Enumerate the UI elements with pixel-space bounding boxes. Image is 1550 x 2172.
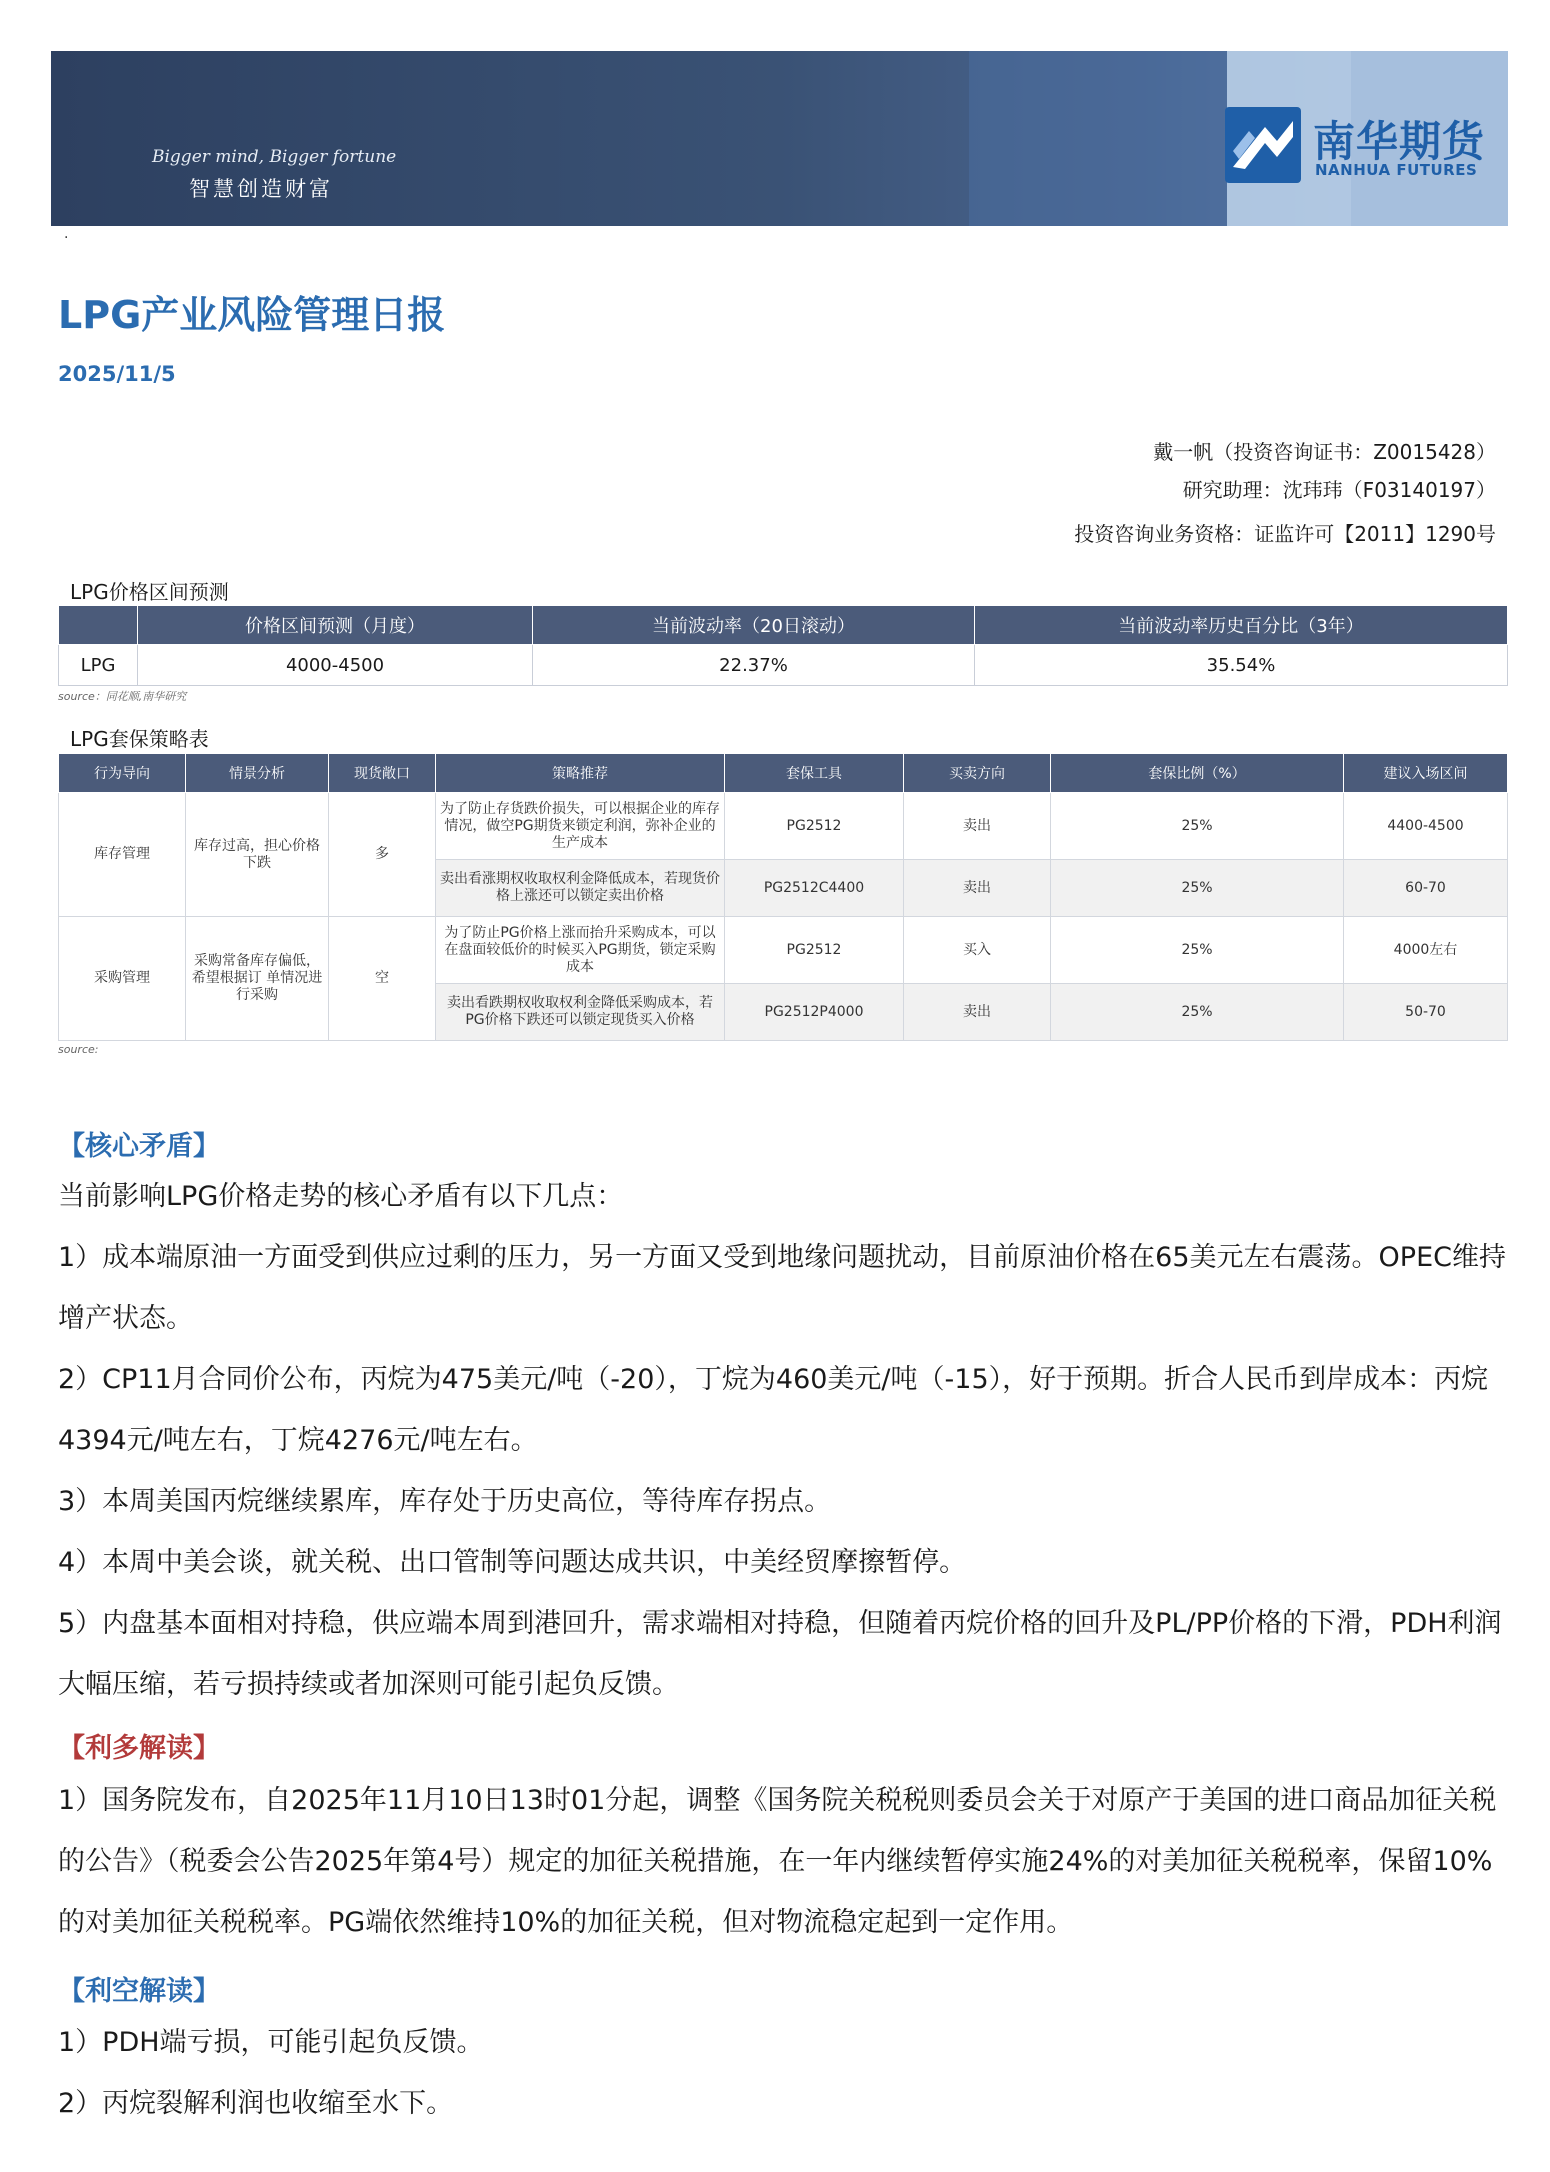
core-point: 3）本周美国丙烷继续累库，库存处于历史高位，等待库存拐点。 — [58, 1486, 832, 1517]
author-analyst: 戴一帆（投资咨询证书：Z0015428） — [1153, 440, 1496, 464]
table-header-row — [59, 754, 1508, 793]
hedge-table-source: source: — [58, 1043, 99, 1056]
strategy-cell: 卖出看跌期权收取权利金降低采购成本，若PG价格下跌还可以锁定现货买入价格 — [436, 984, 725, 1041]
table-header: 买卖方向 — [904, 754, 1051, 793]
table-cell: 35.54% — [975, 645, 1508, 686]
ratio-cell: 25% — [1051, 984, 1344, 1041]
exposure-cell: 空 — [329, 917, 436, 1041]
slogan-chinese: 智慧创造财富 — [189, 177, 333, 201]
table-header — [59, 606, 138, 645]
report-title: LPG产业风险管理日报 — [58, 293, 446, 337]
price-range-table — [58, 605, 1508, 686]
exposure-cell: 多 — [329, 793, 436, 917]
bullish-point: 1）国务院发布，自2025年11月10日13时01分起，调整《国务院关税税则委员会关于对原产于美国的进口商品加征关税的公告》（税委会公告2025年第4号）规定的加征关税措施，在一年内继续暂停实施24%的对美加征关税税率，保留10%的对美加征关税税率。PG端依然维持10%的加征关税，但对物流稳定起到一定作用。 — [58, 1785, 1497, 1938]
license-info: 投资咨询业务资格：证监许可【2011】1290号 — [1074, 522, 1496, 546]
slogan-english: Bigger mind, Bigger fortune — [152, 147, 397, 167]
table-row — [59, 917, 1508, 984]
range-cell: 60-70 — [1344, 860, 1508, 917]
range-cell: 50-70 — [1344, 984, 1508, 1041]
table-header-row — [59, 606, 1508, 645]
table-row — [59, 645, 1508, 686]
direction-cell: 买入 — [904, 917, 1051, 984]
logo-text-english: NANHUA FUTURES — [1315, 161, 1478, 179]
ratio-cell: 25% — [1051, 860, 1344, 917]
price-table-source: source：同花顺,南华研究 — [58, 690, 187, 703]
ratio-cell: 25% — [1051, 793, 1344, 860]
price-table-caption: LPG价格区间预测 — [70, 580, 229, 604]
core-point: 2）CP11月合同价公布，丙烷为475美元/吨（-20），丁烷为460美元/吨（-15），好于预期。折合人民币到岸成本：丙烷4394元/吨左右，丁烷4276元/吨左右。 — [58, 1364, 1489, 1456]
scenario-cell: 库存过高，担心价格下跌 — [186, 793, 329, 917]
report-date: 2025/11/5 — [58, 362, 176, 386]
tool-cell: PG2512 — [725, 793, 904, 860]
table-cell: 4000-4500 — [138, 645, 533, 686]
hedge-strategy-table — [58, 753, 1508, 1041]
direction-cell: 卖出 — [904, 793, 1051, 860]
direction-cell: 卖出 — [904, 860, 1051, 917]
core-point: 5）内盘基本面相对持稳，供应端本周到港回升，需求端相对持稳，但随着丙烷价格的回升及PL/PP价格的下滑，PDH利润大幅压缩，若亏损持续或者加深则可能引起负反馈。 — [58, 1608, 1502, 1700]
header-banner — [51, 51, 1508, 226]
table-header: 策略推荐 — [436, 754, 725, 793]
strategy-cell: 为了防止存货跌价损失，可以根据企业的库存情况，做空PG期货来锁定利润，弥补企业的生产成本 — [436, 793, 725, 860]
core-section — [58, 1166, 1508, 1715]
nanhua-logo-icon — [1225, 107, 1301, 183]
author-assistant: 研究助理：沈玮玮（F03140197） — [1182, 478, 1496, 502]
table-cell: 22.37% — [533, 645, 975, 686]
table-header: 现货敞口 — [329, 754, 436, 793]
bearish-point: 1）PDH端亏损，可能引起负反馈。 — [58, 2027, 484, 2058]
bearish-heading: 【利空解读】 — [58, 1976, 220, 2007]
bullish-heading: 【利多解读】 — [58, 1733, 220, 1764]
bullish-section — [58, 1770, 1508, 1953]
tool-cell: PG2512C4400 — [725, 860, 904, 917]
core-point: 1）成本端原油一方面受到供应过剩的压力，另一方面又受到地缘问题扰动，目前原油价格在65美元左右震荡。OPEC维持增产状态。 — [58, 1242, 1506, 1334]
logo-text-chinese: 南华期货 — [1313, 117, 1486, 166]
tool-cell: PG2512 — [725, 917, 904, 984]
table-cell: LPG — [59, 645, 138, 686]
table-header: 当前波动率（20日滚动） — [533, 606, 975, 645]
table-row — [59, 793, 1508, 860]
range-cell: 4000左右 — [1344, 917, 1508, 984]
core-heading: 【核心矛盾】 — [58, 1131, 220, 1162]
table-header: 套保比例（%） — [1051, 754, 1344, 793]
scenario-cell: 采购常备库存偏低，希望根据订 单情况进行采购 — [186, 917, 329, 1041]
bearish-point: 2）丙烷裂解利润也收缩至水下。 — [58, 2088, 454, 2119]
core-intro: 当前影响LPG价格走势的核心矛盾有以下几点： — [58, 1181, 624, 1212]
hedge-table-caption: LPG套保策略表 — [70, 727, 209, 751]
table-header: 价格区间预测（月度） — [138, 606, 533, 645]
table-header: 当前波动率历史百分比（3年） — [975, 606, 1508, 645]
table-header: 建议入场区间 — [1344, 754, 1508, 793]
orientation-cell: 采购管理 — [59, 917, 186, 1041]
banner-stripe — [969, 51, 1227, 226]
range-cell: 4400-4500 — [1344, 793, 1508, 860]
table-header: 情景分析 — [186, 754, 329, 793]
core-point: 4）本周中美会谈，就关税、出口管制等问题达成共识，中美经贸摩擦暂停。 — [58, 1547, 967, 1578]
table-header: 行为导向 — [59, 754, 186, 793]
table-header: 套保工具 — [725, 754, 904, 793]
strategy-cell: 为了防止PG价格上涨而抬升采购成本，可以在盘面较低价的时候买入PG期货，锁定采购成本 — [436, 917, 725, 984]
page-marker: · — [64, 230, 69, 246]
tool-cell: PG2512P4000 — [725, 984, 904, 1041]
strategy-cell: 卖出看涨期权收取权利金降低成本，若现货价格上涨还可以锁定卖出价格 — [436, 860, 725, 917]
direction-cell: 卖出 — [904, 984, 1051, 1041]
ratio-cell: 25% — [1051, 917, 1344, 984]
orientation-cell: 库存管理 — [59, 793, 186, 917]
bearish-section — [58, 2012, 1508, 2134]
